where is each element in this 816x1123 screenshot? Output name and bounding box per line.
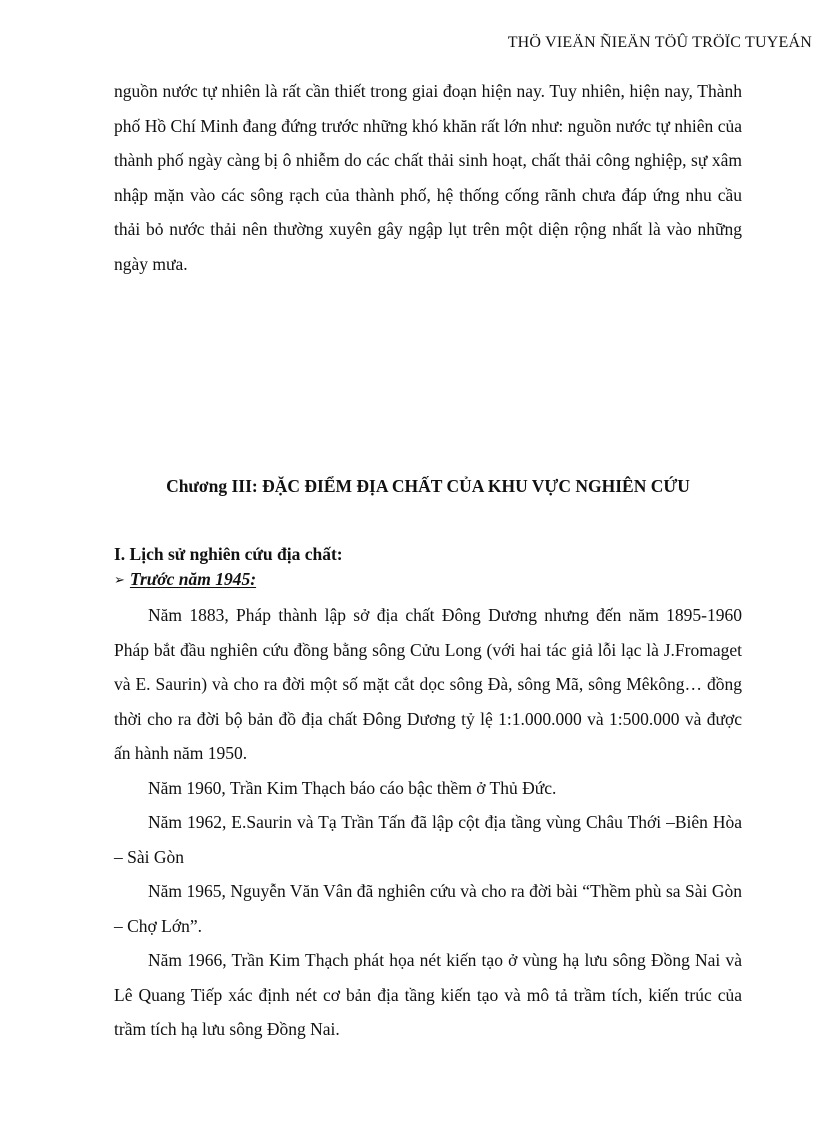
history-paragraph: Năm 1962, E.Saurin và Tạ Trần Tấn đã lập cột địa tầng vùng Châu Thới –Biên Hòa – Sài Gòn: [114, 812, 742, 867]
subsection-heading-text: Trước năm 1945:: [129, 569, 257, 589]
history-section: [114, 598, 742, 1047]
section-heading: I. Lịch sử nghiên cứu địa chất:: [114, 544, 343, 564]
history-paragraph: Năm 1960, Trần Kim Thạch báo cáo bậc thềm ở Thủ Đức.: [148, 777, 557, 798]
intro-paragraph: nguồn nước tự nhiên là rất cần thiết trong giai đoạn hiện nay. Tuy nhiên, hiện nay, Thành phố Hồ Chí Minh đang đứng trước những khó khăn rất lớn như: nguồn nước tự nhiên của thành phố ngày càng bị ô nhiễm do các chất thải sinh hoạt, chất thải công nghiệp, sự xâm nhập mặn vào các sông rạch của thành phố, hệ thống cống rãnh chưa đáp ứng nhu cầu thải bỏ nước thải nên thường xuyên gây ngập lụt trên một diện rộng nhất là vào những ngày mưa.: [114, 81, 742, 274]
history-paragraph: Năm 1965, Nguyễn Văn Vân đã nghiên cứu và cho ra đời bài “Thềm phù sa Sài Gòn – Chợ Lớn”.: [114, 881, 742, 936]
subsection-heading: [114, 567, 256, 593]
history-paragraph: Năm 1966, Trần Kim Thạch phát họa nét kiến tạo ở vùng hạ lưu sông Đồng Nai và Lê Quang Tiếp xác định nét cơ bản địa tầng kiến tạo và mô tả trầm tích, kiến trúc của trầm tích hạ lưu sông Đồng Nai.: [114, 950, 742, 1039]
intro-section: [114, 74, 742, 281]
chapter-title: Chương III: ĐẶC ĐIỂM ĐỊA CHẤT CỦA KHU VỰC NGHIÊN CỨU: [166, 476, 690, 496]
history-paragraph: Năm 1883, Pháp thành lập sở địa chất Đông Dương nhưng đến năm 1895-1960 Pháp bắt đầu nghiên cứu đồng bằng sông Cửu Long (với hai tác giả lỗi lạc là J.Fromaget và E. Saurin) và cho ra đời một số mặt cắt dọc sông Đà, sông Mã, sông Mêkông… đồng thời cho ra đời bộ bản đồ địa chất Đông Dương tỷ lệ 1:1.000.000 và 1:500.000 và được ấn hành năm 1950.: [114, 605, 742, 763]
page-header: THÖ VIEÄN ÑIEÄN TÖÛ TRÖÏC TUYEÁN: [507, 34, 812, 51]
arrow-bullet-icon: ➢: [114, 573, 125, 588]
